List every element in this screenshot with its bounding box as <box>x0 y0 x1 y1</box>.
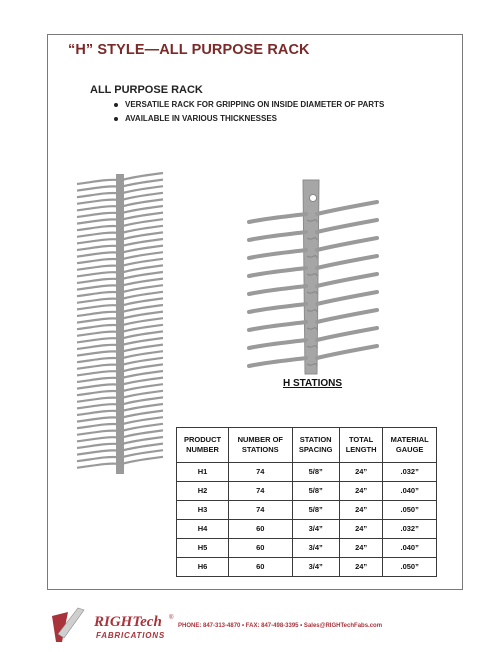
cell-spacing: 5/8” <box>292 463 339 482</box>
logo-subbrand: FABRICATIONS <box>96 631 166 640</box>
rack-long-image <box>73 170 173 480</box>
header-material-gauge: MATERIAL GAUGE <box>383 428 437 463</box>
cell-gauge: .050” <box>383 501 437 520</box>
cell-gauge: .032” <box>383 520 437 539</box>
stations-title: H STATIONS <box>283 378 343 389</box>
cell-stations: 74 <box>229 463 292 482</box>
cell-spacing: 3/4” <box>292 539 339 558</box>
cell-length: 24” <box>339 463 383 482</box>
table-row <box>177 501 437 520</box>
table-row <box>177 558 437 577</box>
table-row <box>177 539 437 558</box>
cell-spacing: 3/4” <box>292 520 339 539</box>
cell-product: H4 <box>177 520 229 539</box>
header-total-length: TOTAL LENGTH <box>339 428 383 463</box>
cell-stations: 60 <box>229 539 292 558</box>
cell-gauge: .040” <box>383 539 437 558</box>
header-number-of-stations: NUMBER OF STATIONS <box>229 428 292 463</box>
stations-table <box>176 427 437 577</box>
table-row <box>177 520 437 539</box>
cell-stations: 74 <box>229 482 292 501</box>
logo-registered: ® <box>169 615 174 621</box>
cell-length: 24” <box>339 558 383 577</box>
feature-list <box>112 99 384 127</box>
cell-spacing: 5/8” <box>292 501 339 520</box>
contact-info: PHONE: 847-313-4870 • FAX: 847-498-3395 • Sales@RIGHTechFabs.com <box>178 623 383 629</box>
feature-item: AVAILABLE IN VARIOUS THICKNESSES <box>112 113 384 127</box>
cell-gauge: .032” <box>383 463 437 482</box>
cell-length: 24” <box>339 482 383 501</box>
table-row <box>177 463 437 482</box>
logo-brand: RIGHTech <box>94 614 162 630</box>
header-product-number: PRODUCT NUMBER <box>177 428 229 463</box>
cell-product: H5 <box>177 539 229 558</box>
table-row <box>177 482 437 501</box>
cell-stations: 60 <box>229 520 292 539</box>
section-subtitle: ALL PURPOSE RACK <box>90 84 203 96</box>
cell-product: H1 <box>177 463 229 482</box>
table-header-row <box>177 428 437 463</box>
cell-product: H3 <box>177 501 229 520</box>
cell-spacing: 5/8” <box>292 482 339 501</box>
company-logo <box>48 602 178 648</box>
header-station-spacing: STATION SPACING <box>292 428 339 463</box>
cell-length: 24” <box>339 539 383 558</box>
page-title: “H” STYLE—ALL PURPOSE RACK <box>68 42 310 58</box>
cell-gauge: .050” <box>383 558 437 577</box>
feature-item: VERSATILE RACK FOR GRIPPING ON INSIDE DIAMETER OF PARTS <box>112 99 384 113</box>
cell-stations: 74 <box>229 501 292 520</box>
cell-spacing: 3/4” <box>292 558 339 577</box>
cell-length: 24” <box>339 501 383 520</box>
cell-product: H6 <box>177 558 229 577</box>
cell-product: H2 <box>177 482 229 501</box>
rack-short-image <box>243 176 383 381</box>
cell-stations: 60 <box>229 558 292 577</box>
cell-gauge: .040” <box>383 482 437 501</box>
cell-length: 24” <box>339 520 383 539</box>
